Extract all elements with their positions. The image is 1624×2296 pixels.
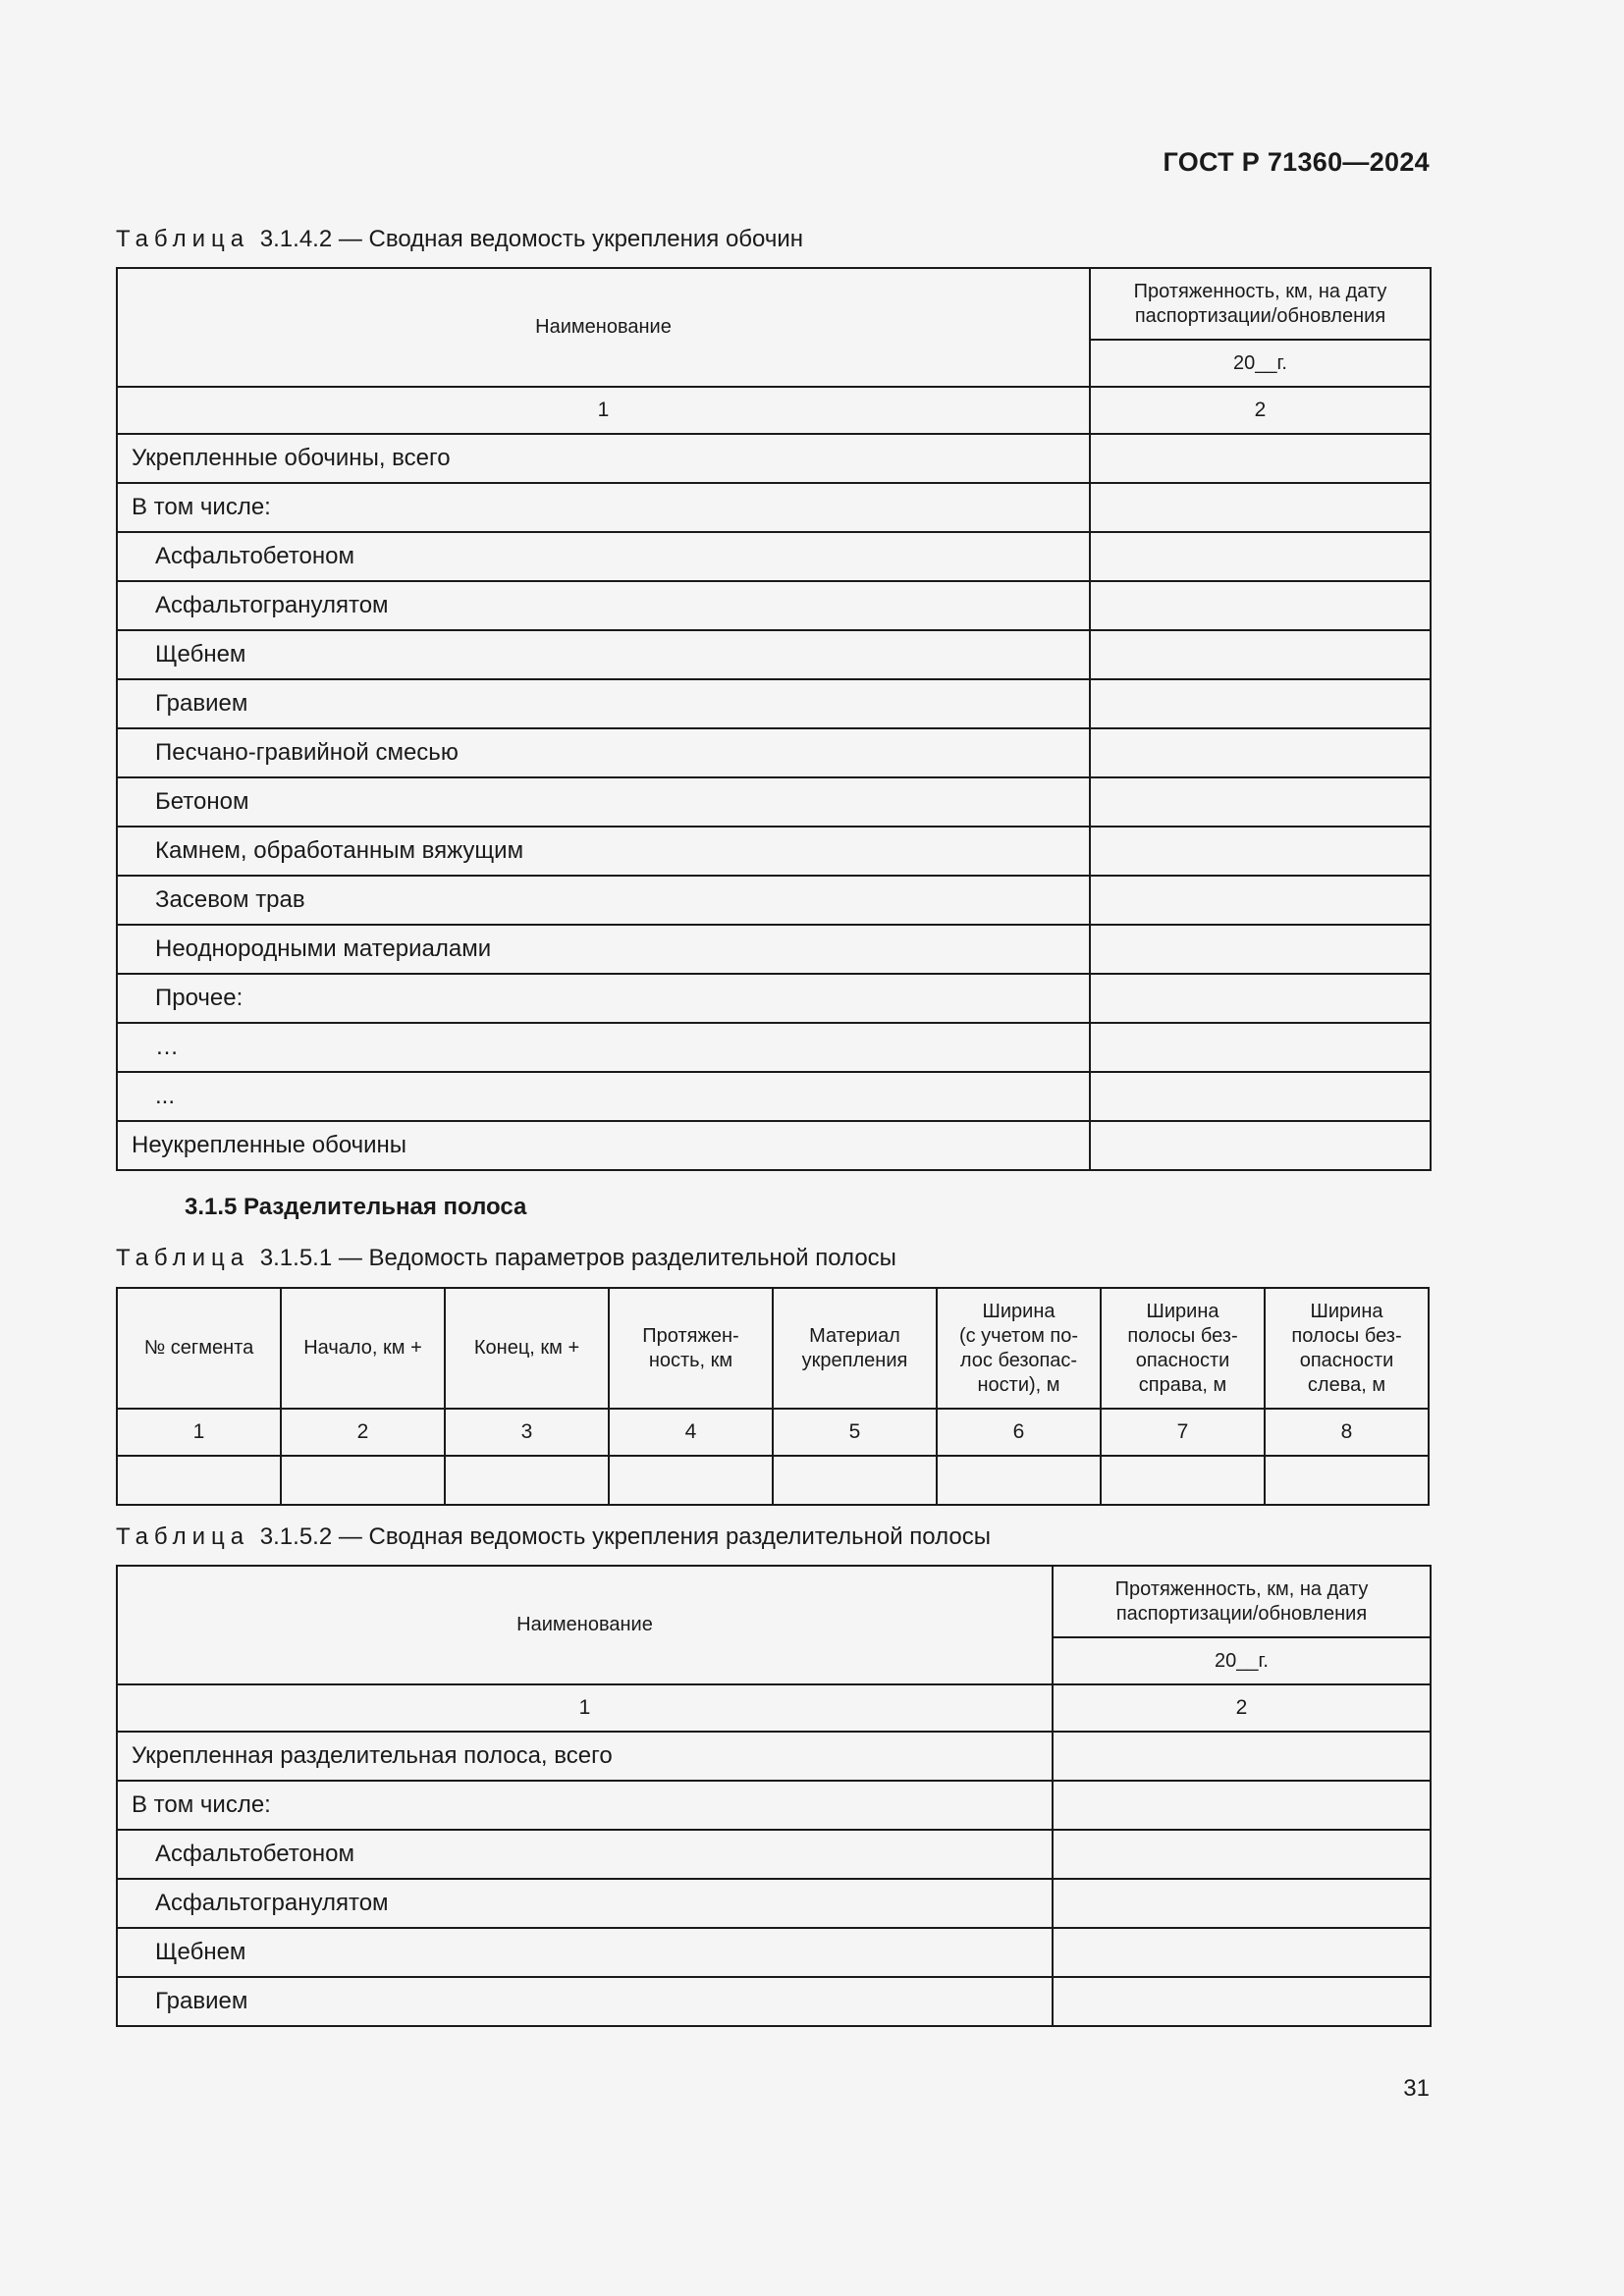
table-row [117,532,1431,581]
table-3152-row-value [1053,1879,1431,1928]
table-3142-caption-word: Таблица [116,226,250,252]
table-3152-row-value [1053,1928,1431,1977]
table-row [117,974,1431,1023]
table-3142-caption-text: 3.1.4.2 — Сводная ведомость укрепления обочин [259,226,804,252]
table-row [117,827,1431,876]
table-row [117,1879,1431,1928]
table-3152-row-label: Укрепленная разделительная полоса, всего [117,1732,1053,1781]
table-3142-col-number: 1 [117,387,1090,434]
table-3152-row-label: В том числе: [117,1781,1053,1830]
table-3152-caption-word: Таблица [116,1523,250,1550]
table-3152-header-year: 20__г. [1053,1637,1431,1684]
table-row [117,1456,1429,1505]
table-row [117,925,1431,974]
table-3142-row-value [1090,532,1431,581]
table-3142 [116,267,1432,1171]
table-3151-col-number: 2 [281,1409,445,1456]
table-3142-header-length: Протяженность, км, на дату паспортизации/обновления [1090,268,1431,340]
table-3151-caption-word: Таблица [116,1245,250,1271]
table-3152-row-label: Асфальтобетоном [117,1830,1053,1879]
table-3142-row-value [1090,777,1431,827]
table-3151-caption-text: 3.1.5.1 — Ведомость параметров разделительной полосы [259,1245,896,1271]
table-3152-header-name: Наименование [117,1566,1053,1684]
table-row [117,1977,1431,2026]
table-3142-row-label: Укрепленные обочины, всего [117,434,1090,483]
section-heading: 3.1.5 Разделительная полоса [185,1194,527,1220]
table-3151-header: № сегмента [117,1288,281,1409]
table-3152-caption [116,1523,991,1551]
table-3151-col-number: 4 [609,1409,773,1456]
table-3142-row-label: Песчано-гравийной смесью [117,728,1090,777]
table-3151-header: Ширина полосы без- опасности слева, м [1265,1288,1429,1409]
table-3151-cell [281,1456,445,1505]
table-3142-row-label: Асфальтогранулятом [117,581,1090,630]
table-row [117,728,1431,777]
table-3151-header: Протяжен- ность, км [609,1288,773,1409]
table-3151-col-number: 3 [445,1409,609,1456]
table-3151-header: Материал укрепления [773,1288,937,1409]
table-row [117,483,1431,532]
table-3142-row-value [1090,581,1431,630]
table-3142-row-value [1090,630,1431,679]
table-3151-col-number: 5 [773,1409,937,1456]
table-3151-col-number: 6 [937,1409,1101,1456]
table-3142-row-value [1090,1023,1431,1072]
table-3152-row-label: Асфальтогранулятом [117,1879,1053,1928]
table-row [117,1121,1431,1170]
table-3151-cell [117,1456,281,1505]
table-3142-row-label: Неукрепленные обочины [117,1121,1090,1170]
table-3151-col-number: 8 [1265,1409,1429,1456]
table-3142-row-value [1090,483,1431,532]
table-row [117,679,1431,728]
table-3152-col-number: 2 [1053,1684,1431,1732]
table-3142-header-year: 20__г. [1090,340,1431,387]
table-3151-cell [773,1456,937,1505]
table-3142-row-value [1090,974,1431,1023]
table-3142-row-label: В том числе: [117,483,1090,532]
table-row [117,1830,1431,1879]
table-3142-row-label: Асфальтобетоном [117,532,1090,581]
table-3152-row-label: Щебнем [117,1928,1053,1977]
table-3142-row-value [1090,679,1431,728]
table-row [117,777,1431,827]
table-3151-col-number: 7 [1101,1409,1265,1456]
table-3152-header-length: Протяженность, км, на дату паспортизации/обновления [1053,1566,1431,1637]
table-3142-row-value [1090,1121,1431,1170]
table-3152-caption-text: 3.1.5.2 — Сводная ведомость укрепления разделительной полосы [259,1523,991,1550]
table-3142-row-label: Щебнем [117,630,1090,679]
table-3142-row-label: ... [117,1072,1090,1121]
table-3151-cell [1265,1456,1429,1505]
table-row [117,1072,1431,1121]
table-3151-col-number: 1 [117,1409,281,1456]
table-3142-row-label: Засевом трав [117,876,1090,925]
table-3152-row-value [1053,1830,1431,1879]
table-3151-header: Ширина (с учетом по- лос безопас- ности), м [937,1288,1101,1409]
table-row [117,1781,1431,1830]
table-3142-caption [116,226,803,253]
page-number: 31 [1403,2075,1430,2102]
table-3142-row-label: Камнем, обработанным вяжущим [117,827,1090,876]
table-3151-cell [1101,1456,1265,1505]
table-3142-row-value [1090,925,1431,974]
table-3151-cell [445,1456,609,1505]
table-3152-row-value [1053,1732,1431,1781]
table-3142-row-value [1090,434,1431,483]
table-3151 [116,1287,1430,1506]
table-row [117,434,1431,483]
table-3142-row-label: Бетоном [117,777,1090,827]
table-3142-row-value [1090,876,1431,925]
table-3151-header: Ширина полосы без- опасности справа, м [1101,1288,1265,1409]
table-3151-header: Конец, км + [445,1288,609,1409]
table-3151-header: Начало, км + [281,1288,445,1409]
table-3152-row-value [1053,1977,1431,2026]
table-3142-row-label: Гравием [117,679,1090,728]
table-3152-row-value [1053,1781,1431,1830]
table-3142-row-value [1090,728,1431,777]
table-3142-row-value [1090,1072,1431,1121]
table-3142-header-name: Наименование [117,268,1090,387]
table-row [117,1023,1431,1072]
table-3151-cell [937,1456,1101,1505]
table-3151-caption [116,1245,896,1272]
document-code: ГОСТ Р 71360—2024 [1163,147,1430,177]
table-row [117,581,1431,630]
table-3151-cell [609,1456,773,1505]
table-3152-row-label: Гравием [117,1977,1053,2026]
table-row [117,876,1431,925]
table-row [117,1928,1431,1977]
table-3142-row-value [1090,827,1431,876]
table-3142-row-label: … [117,1023,1090,1072]
table-row [117,1732,1431,1781]
table-3142-row-label: Прочее: [117,974,1090,1023]
table-row [117,630,1431,679]
table-3142-col-number: 2 [1090,387,1431,434]
table-3142-row-label: Неоднородными материалами [117,925,1090,974]
table-3152-col-number: 1 [117,1684,1053,1732]
table-3152 [116,1565,1432,2027]
